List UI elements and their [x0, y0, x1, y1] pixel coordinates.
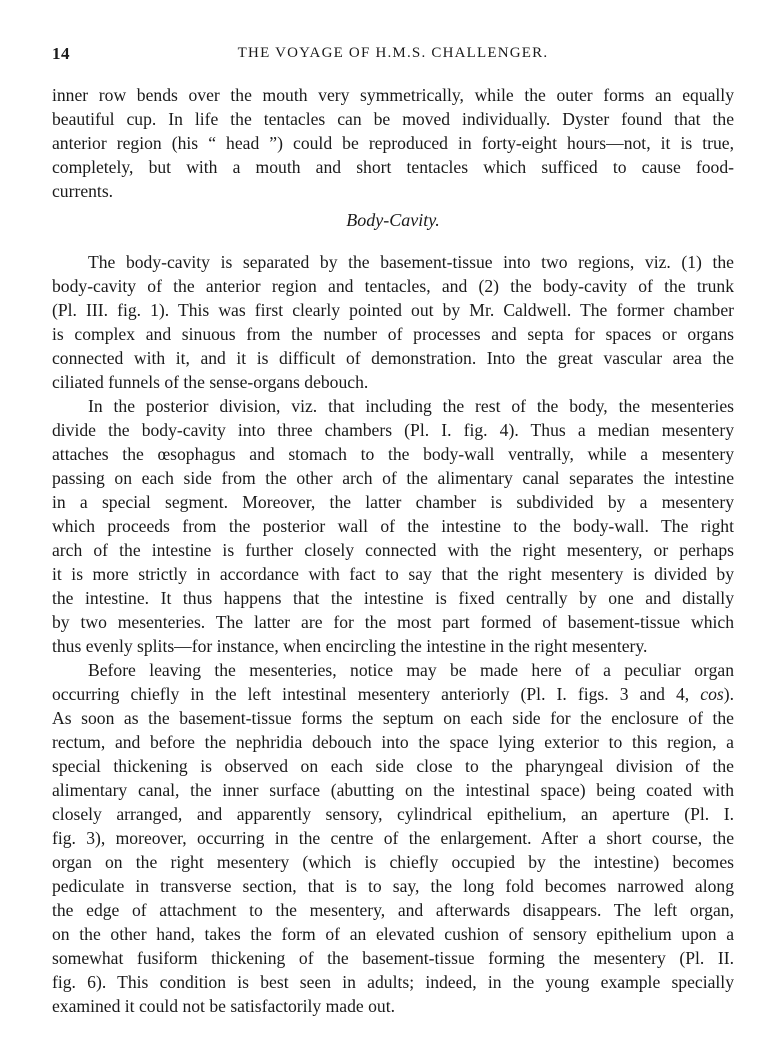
- text-line: rectum, and before the nephridia debouch into the space lying exterior to this region, a: [52, 732, 734, 752]
- text-line: arch of the intestine is further closely connected with the right mesentery, or perhaps: [52, 540, 734, 560]
- page-header: [52, 44, 734, 66]
- text-line: ciliated funnels of the sense-organs debouch.: [52, 372, 369, 392]
- text-line: pediculate in transverse section, that is to say, the long fold becomes narrowed along: [52, 876, 734, 896]
- text-line: is complex and sinuous from the number of processes and septa for spaces or organs: [52, 324, 734, 344]
- text-line: As soon as the basement-tissue forms the septum on each side for the enclosure of the: [52, 708, 734, 728]
- text-line: thus evenly splits—for instance, when encircling the intestine in the right mesentery.: [52, 636, 648, 656]
- italic-reference: cos: [700, 684, 724, 704]
- paragraph-start-line: The body-cavity is separated by the basement-tissue into two regions, viz. (1) the: [88, 252, 734, 272]
- text-line: currents.: [52, 181, 114, 201]
- text-line: it is more strictly in accordance with fact to say that the right mesentery is divided by: [52, 564, 734, 584]
- text-line: inner row bends over the mouth very symmetrically, while the outer forms an equally: [52, 85, 734, 105]
- text-line: on the other hand, takes the form of an elevated cushion of sensory epithelium upon a: [52, 924, 734, 944]
- text-segment: occurring chiefly in the left intestinal mesentery anteriorly (Pl. I. figs. 3 and 4,: [52, 684, 701, 704]
- text-line: completely, but with a mouth and short tentacles which sufficed to cause food-: [52, 157, 734, 177]
- text-line: which proceeds from the posterior wall of the intestine to the body-wall. The right: [52, 516, 734, 536]
- paragraph-start-line: Before leaving the mesenteries, notice may be made here of a peculiar organ: [88, 660, 734, 680]
- text-line: the edge of attachment to the mesentery, and afterwards disappears. The left organ,: [52, 900, 734, 920]
- body-cavity-section: [52, 250, 734, 1018]
- text-line: closely arranged, and apparently sensory, cylindrical epithelium, an aperture (Pl. I.: [52, 804, 734, 824]
- text-line: divide the body-cavity into three chambers (Pl. I. fig. 4). Thus a median mesentery: [52, 420, 734, 440]
- text-line: body-cavity of the anterior region and tentacles, and (2) the body-cavity of the trunk: [52, 276, 734, 296]
- text-line-with-ref: [52, 682, 734, 706]
- text-line: somewhat fusiform thickening of the basement-tissue forming the mesentery (Pl. II.: [52, 948, 734, 968]
- text-line: (Pl. III. fig. 1). This was first clearly pointed out by Mr. Caldwell. The former chamber: [52, 300, 734, 320]
- text-line: attaches the œsophagus and stomach to the body-wall ventrally, while a mesentery: [52, 444, 734, 464]
- paragraph-tentacles: [52, 83, 734, 203]
- text-line: alimentary canal, the inner surface (abutting on the intestinal space) being coated with: [52, 780, 734, 800]
- text-line: passing on each side from the other arch of the alimentary canal separates the intestine: [52, 468, 734, 488]
- text-line: examined it could not be satisfactorily made out.: [52, 996, 395, 1016]
- text-line: special thickening is observed on each side close to the pharyngeal division of the: [52, 756, 734, 776]
- text-line: connected with it, and it is difficult of demonstration. Into the great vascular area the: [52, 348, 734, 368]
- paragraph-start-line: In the posterior division, viz. that including the rest of the body, the mesenteries: [88, 396, 734, 416]
- text-line: fig. 3), moreover, occurring in the centre of the enlargement. After a short course, the: [52, 828, 734, 848]
- text-line: the intestine. It thus happens that the intestine is fixed centrally by one and distally: [52, 588, 734, 608]
- text-line: by two mesenteries. The latter are for the most part formed of basement-tissue which: [52, 612, 734, 632]
- text-line: organ on the right mesentery (which is chiefly occupied by the intestine) becomes: [52, 852, 734, 872]
- text-segment: ).: [723, 684, 734, 704]
- text-line: beautiful cup. In life the tentacles can be moved individually. Dyster found that the: [52, 109, 734, 129]
- section-heading: Body-Cavity.: [346, 210, 440, 230]
- text-line: anterior region (his “ head ”) could be reproduced in forty-eight hours—not, it is true,: [52, 133, 734, 153]
- page-number: 14: [52, 44, 70, 63]
- text-line: in a special segment. Moreover, the latter chamber is subdivided by a mesentery: [52, 492, 734, 512]
- running-title: THE VOYAGE OF H.M.S. CHALLENGER.: [237, 45, 549, 61]
- text-line: fig. 6). This condition is best seen in adults; indeed, in the young example specially: [52, 972, 734, 992]
